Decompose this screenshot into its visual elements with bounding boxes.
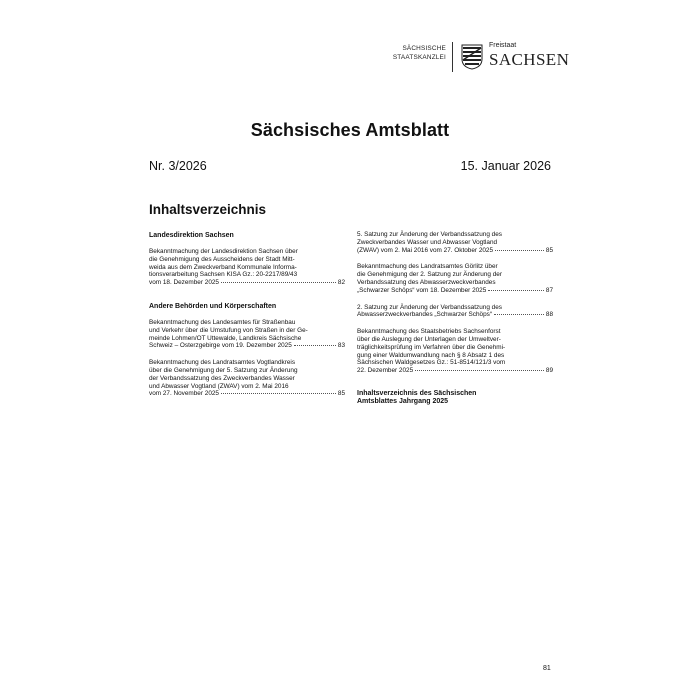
leader-dots — [221, 393, 336, 394]
section-heading-landesdirektion: Landesdirektion Sachsen — [149, 232, 234, 239]
org-line-2: STAATSKANZLEI — [392, 54, 446, 61]
brand-small: Freistaat — [489, 42, 517, 49]
saxony-crest-icon — [461, 44, 483, 70]
toc-entry[interactable] — [149, 248, 345, 287]
entry-line: und Abwasser Vogtland (ZWAV) vom 2. Mai 2016 — [149, 382, 289, 390]
entry-line: vom 27. November 2025 — [149, 390, 219, 398]
toc-right-column — [357, 231, 553, 415]
section-heading-jahresverzeichnis[interactable] — [357, 390, 553, 407]
entry-line: Abwasserzweckverbandes „Schwarzer Schöps“ — [357, 311, 492, 319]
entry-last-line — [149, 279, 345, 287]
entry-page-number: 88 — [545, 311, 553, 319]
page-number: 81 — [543, 665, 551, 672]
entry-page-number: 87 — [545, 286, 553, 294]
leader-dots — [488, 290, 544, 291]
leader-dots — [415, 370, 544, 371]
leader-dots — [494, 314, 544, 315]
entry-last-line — [357, 367, 553, 375]
entry-page-number: 83 — [337, 342, 345, 350]
entry-line: träglichkeitsprüfung im Verfahren über die Genehmi- — [357, 343, 506, 351]
entry-line: Sächsischen Waldgesetzes Gz.: 51-8514/121/3 vom — [357, 359, 506, 367]
entry-line: „Schwarzer Schöps“ vom 18. Dezember 2025 — [357, 286, 487, 294]
issue-number: Nr. 3/2026 — [149, 159, 207, 173]
entry-line: gung einer Waldumwandlung nach § 8 Absatz 1 des — [357, 351, 505, 359]
toc-entry[interactable] — [357, 263, 553, 294]
leader-dots — [221, 282, 336, 283]
leader-dots — [294, 345, 336, 346]
entry-last-line — [357, 287, 553, 295]
section-heading-andere-behoerden: Andere Behörden und Körperschaften — [149, 302, 277, 310]
entry-page-number: 85 — [337, 390, 345, 398]
entry-line: und Verkehr über die Umstufung von Straßen in der Ge- — [149, 326, 308, 334]
section-heading-line: Amtsblattes Jahrgang 2025 — [357, 398, 449, 406]
entry-line: tionsverarbeitung Sachsen KISA Gz.: 20-2217/89/43 — [149, 271, 298, 279]
entry-line: Bekanntmachung des Landratsamtes Vogtlandkreis — [149, 359, 296, 367]
toc-left-column — [149, 231, 345, 407]
entry-last-line — [149, 390, 345, 398]
brand-big: SACHSEN — [489, 50, 570, 69]
entry-line: Zweckverbandes Wasser und Abwasser Vogtland — [357, 238, 498, 246]
entry-line: 2. Satzung zur Änderung der Verbandssatzung des — [357, 303, 502, 311]
entry-line: meinde Lohmen/OT Uttewalde, Landkreis Sächsische — [149, 334, 302, 342]
entry-line: Bekanntmachung des Staatsbetriebs Sachsenforst — [357, 328, 501, 336]
leader-dots — [495, 250, 544, 251]
toc-entry[interactable] — [357, 304, 553, 320]
entry-page-number: 85 — [545, 246, 553, 254]
entry-line: Bekanntmachung des Landratsamtes Görlitz über — [357, 263, 498, 271]
issue-date: 15. Januar 2026 — [460, 159, 551, 173]
entry-line: 5. Satzung zur Änderung der Verbandssatzung des — [357, 231, 502, 238]
entry-line: der Verbandssatzung des Zweckverbandes Wasser — [149, 374, 295, 382]
entry-last-line — [357, 247, 553, 255]
entry-line: die Genehmigung der 2. Satzung zur Änderung der — [357, 271, 502, 279]
entry-line: (ZWAV) vom 2. Mai 2016 vom 27. Oktober 2025 — [357, 246, 494, 254]
entry-line: Verbandssatzung des Abwasserzweckverbandes — [357, 278, 496, 286]
section-heading-line: Inhaltsverzeichnis des Sächsischen — [357, 389, 477, 397]
toc-entry[interactable] — [149, 319, 345, 350]
entry-line: Bekanntmachung der Landesdirektion Sachsen über — [149, 248, 298, 255]
entry-last-line — [149, 342, 345, 350]
entry-line: Bekanntmachung des Landesamtes für Straßenbau — [149, 318, 296, 326]
entry-page-number: 82 — [337, 279, 345, 287]
toc-entry[interactable] — [149, 359, 345, 398]
logo-divider — [452, 42, 453, 72]
entry-line: die Genehmigung des Ausscheidens der Stadt Mitt- — [149, 255, 295, 263]
entry-line: weida aus dem Zweckverband Kommunale Informa- — [149, 263, 297, 271]
entry-line: 22. Dezember 2025 — [357, 367, 414, 375]
page-title: Sächsisches Amtsblatt — [250, 120, 450, 140]
toc-heading: Inhaltsverzeichnis — [149, 202, 267, 217]
entry-line: vom 18. Dezember 2025 — [149, 279, 219, 287]
entry-line: über die Auslegung der Unterlagen der Umweltver- — [357, 335, 501, 343]
toc-entry[interactable] — [357, 231, 553, 254]
org-line-1: SÄCHSISCHE — [402, 45, 446, 52]
entry-line: über die Genehmigung der 5. Satzung zur Änderung — [149, 366, 298, 374]
entry-line: Schweiz – Osterzgebirge vom 19. Dezember 2025 — [149, 342, 292, 350]
freistaat-sachsen-wordmark — [489, 42, 569, 69]
entry-last-line — [357, 311, 553, 319]
toc-entry[interactable] — [357, 328, 553, 375]
entry-page-number: 89 — [545, 367, 553, 375]
staatskanzlei-wordmark — [380, 44, 446, 62]
